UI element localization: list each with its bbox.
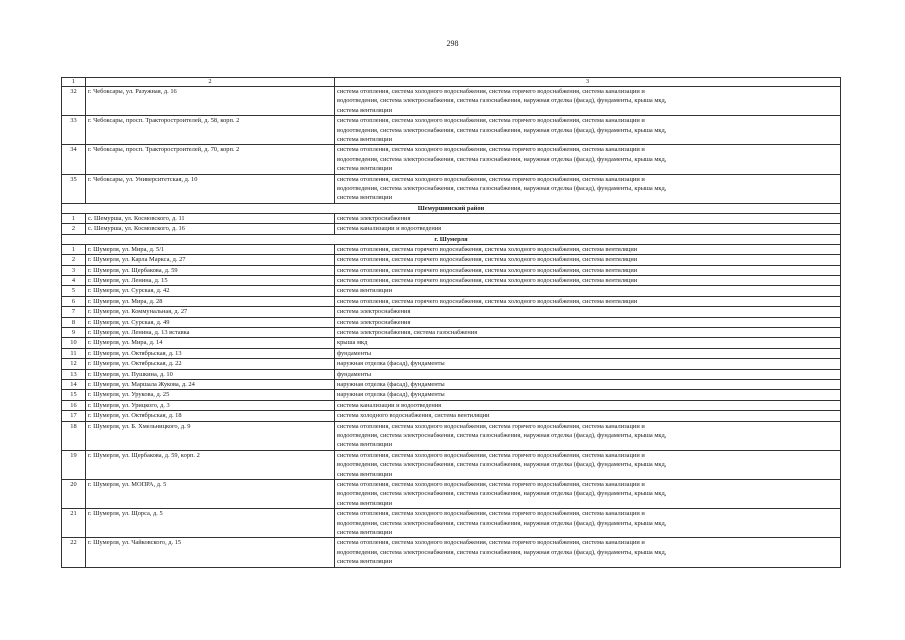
header-col-2: 2 — [86, 78, 335, 87]
row-number-cell: 14 — [62, 379, 86, 389]
repair-systems-line: водоотведения, система электроснабжения, система газоснабжения, наружная отделка (фасад), фундаменты, крыша мкд, — [337, 490, 667, 498]
repair-systems-line: наружная отделка (фасад), фундаменты — [337, 391, 445, 399]
address-cell: г. Шумерля, ул. Чайковского, д. 15 — [86, 538, 335, 567]
building-systems-table — [61, 77, 841, 568]
table-row — [62, 244, 841, 254]
address-cell: г. Шумерля, ул. Мира, д. 14 — [86, 338, 335, 348]
table-row — [62, 286, 841, 296]
repair-systems-line: система отопления, система холодного водоснабжения, система горячего водоснабжения, система канализации и — [337, 146, 645, 154]
row-number-cell: 17 — [62, 411, 86, 421]
table-row — [62, 317, 841, 327]
repair-systems-cell — [335, 224, 841, 234]
repair-systems-line: водоотведения, система электроснабжения, система газоснабжения, наружная отделка (фасад), фундаменты, крыша мкд, — [337, 126, 667, 134]
repair-systems-line: система вентиляции — [337, 558, 392, 566]
repair-systems-line: система электроснабжения — [337, 308, 411, 316]
address-cell: г. Шумерля, ул. Урицкого, д. 3 — [86, 400, 335, 410]
repair-systems-line: водоотведения, система электроснабжения, система газоснабжения, наружная отделка (фасад), фундаменты, крыша мкд, — [337, 155, 667, 163]
row-number-cell: 5 — [62, 286, 86, 296]
table-row — [62, 359, 841, 369]
address-cell: г. Шумерля, ул. Мира, д. 28 — [86, 296, 335, 306]
repair-systems-line: система отопления, система холодного водоснабжения, система горячего водоснабжения, система канализации и — [337, 88, 645, 95]
repair-systems-line: система отопления, система холодного водоснабжения, система горячего водоснабжения, система канализации и — [337, 481, 645, 489]
table-row — [62, 480, 841, 509]
repair-systems-cell — [335, 379, 841, 389]
repair-systems-cell — [335, 390, 841, 400]
repair-systems-cell — [335, 411, 841, 421]
repair-systems-cell — [335, 338, 841, 348]
row-number-cell: 9 — [62, 327, 86, 337]
table-row — [62, 348, 841, 358]
address-cell: г. Шумерля, ул. Сурская, д. 49 — [86, 317, 335, 327]
address-cell: г. Шумерля, ул. Щорса, д. 5 — [86, 509, 335, 538]
repair-systems-line: водоотведения, система электроснабжения, система газоснабжения, наружная отделка (фасад), фундаменты, крыша мкд, — [337, 519, 667, 527]
row-number-cell: 35 — [62, 174, 86, 203]
table-body — [62, 78, 841, 568]
address-cell: г. Шумерля, ул. МОПРА, д. 5 — [86, 480, 335, 509]
repair-systems-line: система вентиляции — [337, 165, 392, 173]
table-row — [62, 145, 841, 174]
repair-systems-cell — [335, 265, 841, 275]
row-number-cell: 15 — [62, 390, 86, 400]
address-cell: г. Шумерля, ул. Урукова, д. 25 — [86, 390, 335, 400]
repair-systems-cell — [335, 421, 841, 450]
repair-systems-line: система канализации и водоотведения — [337, 401, 442, 409]
address-cell: г. Шумерля, ул. Октябрьская, д. 18 — [86, 411, 335, 421]
table-row — [62, 390, 841, 400]
repair-systems-line: система отопления, система горячего водоснабжения, система холодного водоснабжения, система вентиляции — [337, 266, 638, 274]
table-row — [62, 411, 841, 421]
repair-systems-cell — [335, 174, 841, 203]
repair-systems-line: система вентиляции — [337, 194, 392, 202]
table-row — [62, 400, 841, 410]
repair-systems-line: система электроснабжения — [337, 214, 411, 222]
row-number-cell: 2 — [62, 255, 86, 265]
table-row — [62, 116, 841, 145]
repair-systems-cell — [335, 244, 841, 254]
address-cell: г. Шумерля, ул. Пушкина, д. 10 — [86, 369, 335, 379]
repair-systems-cell — [335, 327, 841, 337]
row-number-cell: 22 — [62, 538, 86, 567]
repair-systems-line: система отопления, система холодного водоснабжения, система горячего водоснабжения, система канализации и — [337, 451, 645, 459]
repair-systems-line: система отопления, система горячего водоснабжения, система холодного водоснабжения, система вентиляции — [337, 256, 638, 264]
address-cell: г. Шумерля, ул. Октябрьская, д. 22 — [86, 359, 335, 369]
repair-systems-line: система вентиляции — [337, 287, 392, 295]
repair-systems-line: крыша мкд — [337, 339, 368, 347]
repair-systems-line: система отопления, система горячего водоснабжения, система холодного водоснабжения, система вентиляции — [337, 245, 638, 253]
table-row — [62, 509, 841, 538]
repair-systems-cell — [335, 317, 841, 327]
repair-systems-line: система холодного водоснабжения, система вентиляции — [337, 412, 490, 420]
repair-systems-cell — [335, 307, 841, 317]
repair-systems-line: система вентиляции — [337, 441, 392, 449]
section-header-row — [62, 234, 841, 244]
address-cell: г. Чебоксары, ул. Разужная, д. 16 — [86, 87, 335, 116]
repair-systems-line: водоотведения, система электроснабжения, система газоснабжения, наружная отделка (фасад), фундаменты, крыша мкд, — [337, 432, 667, 439]
table-row — [62, 450, 841, 479]
address-cell: г. Чебоксары, просп. Тракторостроителей, д. 58, корп. 2 — [86, 116, 335, 145]
table-row — [62, 538, 841, 567]
repair-systems-line: система электроснабжения — [337, 318, 411, 326]
repair-systems-line: система вентиляции — [337, 136, 392, 144]
repair-systems-cell — [335, 286, 841, 296]
repair-systems-line: водоотведения, система электроснабжения, система газоснабжения, наружная отделка (фасад), фундаменты, крыша мкд, — [337, 461, 667, 469]
repair-systems-line: водоотведения, система электроснабжения, система газоснабжения, наружная отделка (фасад), фундаменты, крыша мкд, — [337, 97, 667, 105]
repair-systems-line: система отопления, система холодного водоснабжения, система горячего водоснабжения, система канализации и — [337, 539, 645, 547]
row-number-cell: 16 — [62, 400, 86, 410]
table-row — [62, 275, 841, 285]
column-number-header-row — [62, 78, 841, 87]
address-cell: г. Шумерля, ул. Карла Маркса, д. 27 — [86, 255, 335, 265]
row-number-cell: 12 — [62, 359, 86, 369]
row-number-cell: 32 — [62, 87, 86, 116]
address-cell: с. Шемурша, ул. Космовского, д. 16 — [86, 224, 335, 234]
repair-systems-cell — [335, 400, 841, 410]
row-number-cell: 21 — [62, 509, 86, 538]
repair-systems-cell — [335, 145, 841, 174]
repair-systems-line: система отопления, система холодного водоснабжения, система горячего водоснабжения, система канализации и — [337, 117, 645, 125]
repair-systems-line: фундаменты — [337, 349, 372, 357]
address-cell: г. Шумерля, ул. Ленина, д. 15 — [86, 275, 335, 285]
section-header-row — [62, 203, 841, 213]
repair-systems-cell — [335, 509, 841, 538]
address-cell: г. Шумерля, ул. Щербакова, д. 59, корп. 2 — [86, 450, 335, 479]
table-row — [62, 327, 841, 337]
repair-systems-line: водоотведения, система электроснабжения, система газоснабжения, наружная отделка (фасад), фундаменты, крыша мкд, — [337, 185, 667, 193]
table-row — [62, 224, 841, 234]
table-row — [62, 87, 841, 116]
table-row — [62, 307, 841, 317]
row-number-cell: 1 — [62, 213, 86, 223]
table-row — [62, 255, 841, 265]
row-number-cell: 1 — [62, 244, 86, 254]
address-cell: г. Шумерля, ул. Мира, д. 5/1 — [86, 244, 335, 254]
row-number-cell: 3 — [62, 265, 86, 275]
section-title: г. Шумерля — [62, 234, 841, 244]
repair-systems-cell — [335, 213, 841, 223]
address-cell: г. Шумерля, ул. Маршала Жукова, д. 24 — [86, 379, 335, 389]
row-number-cell: 10 — [62, 338, 86, 348]
row-number-cell: 33 — [62, 116, 86, 145]
repair-systems-line: система отопления, система холодного водоснабжения, система горячего водоснабжения, система канализации и — [337, 175, 645, 183]
repair-systems-cell — [335, 480, 841, 509]
repair-systems-line: система вентиляции — [337, 529, 392, 537]
section-title: Шемуршинский район — [62, 203, 841, 213]
repair-systems-cell — [335, 87, 841, 116]
address-cell: г. Шумерля, ул. Октябрьская, д. 13 — [86, 348, 335, 358]
repair-systems-line: наружная отделка (фасад), фундаменты — [337, 360, 445, 368]
address-cell: г. Чебоксары, ул. Университетская, д. 10 — [86, 174, 335, 203]
table-row — [62, 369, 841, 379]
table-row — [62, 213, 841, 223]
repair-systems-cell — [335, 359, 841, 369]
page-number: 298 — [446, 39, 459, 48]
repair-systems-line: система электроснабжения, система газоснабжения — [337, 328, 478, 336]
table-row — [62, 338, 841, 348]
repair-systems-line: система канализации и водоотведения — [337, 225, 442, 233]
repair-systems-line: система вентиляции — [337, 470, 392, 478]
repair-systems-cell — [335, 538, 841, 567]
repair-systems-line: система вентиляции — [337, 106, 392, 114]
header-col-1: 1 — [62, 78, 86, 87]
repair-systems-line: система отопления, система холодного водоснабжения, система горячего водоснабжения, система канализации и — [337, 422, 645, 430]
row-number-cell: 11 — [62, 348, 86, 358]
repair-systems-line: наружная отделка (фасад), фундаменты — [337, 380, 445, 388]
address-cell: г. Шумерля, ул. Ленина, д. 13 вставка — [86, 327, 335, 337]
address-cell: г. Шумерля, ул. Б. Хмельницкого, д. 9 — [86, 421, 335, 450]
repair-systems-cell — [335, 255, 841, 265]
repair-systems-cell — [335, 296, 841, 306]
address-cell: с. Шемурша, ул. Космовского, д. 11 — [86, 213, 335, 223]
row-number-cell: 7 — [62, 307, 86, 317]
repair-systems-line: фундаменты — [337, 370, 372, 378]
table-row — [62, 379, 841, 389]
table-row — [62, 265, 841, 275]
repair-systems-line: система отопления, система горячего водоснабжения, система холодного водоснабжения, система вентиляции — [337, 276, 638, 284]
address-cell: г. Шумерля, ул. Щербакова, д. 59 — [86, 265, 335, 275]
repair-systems-line: водоотведения, система электроснабжения, система газоснабжения, наружная отделка (фасад), фундаменты, крыша мкд, — [337, 548, 667, 556]
repair-systems-line: система отопления, система холодного водоснабжения, система горячего водоснабжения, система канализации и — [337, 510, 645, 518]
row-number-cell: 20 — [62, 480, 86, 509]
repair-systems-line: система вентиляции — [337, 499, 392, 507]
table-row — [62, 174, 841, 203]
row-number-cell: 19 — [62, 450, 86, 479]
repair-systems-line: система отопления, система горячего водоснабжения, система холодного водоснабжения, система вентиляции — [337, 297, 638, 305]
row-number-cell: 8 — [62, 317, 86, 327]
address-cell: г. Шумерля, ул. Сурская, д. 42 — [86, 286, 335, 296]
table-row — [62, 296, 841, 306]
address-cell: г. Шумерля, ул. Коммунальная, д. 27 — [86, 307, 335, 317]
row-number-cell: 4 — [62, 275, 86, 285]
row-number-cell: 6 — [62, 296, 86, 306]
repair-systems-cell — [335, 369, 841, 379]
repair-systems-cell — [335, 116, 841, 145]
row-number-cell: 2 — [62, 224, 86, 234]
repair-systems-cell — [335, 348, 841, 358]
row-number-cell: 13 — [62, 369, 86, 379]
header-col-3: 3 — [335, 78, 841, 87]
repair-systems-cell — [335, 275, 841, 285]
repair-systems-cell — [335, 450, 841, 479]
row-number-cell: 18 — [62, 421, 86, 450]
table-row — [62, 421, 841, 450]
address-cell: г. Чебоксары, просп. Тракторостроителей, д. 70, корп. 2 — [86, 145, 335, 174]
row-number-cell: 34 — [62, 145, 86, 174]
